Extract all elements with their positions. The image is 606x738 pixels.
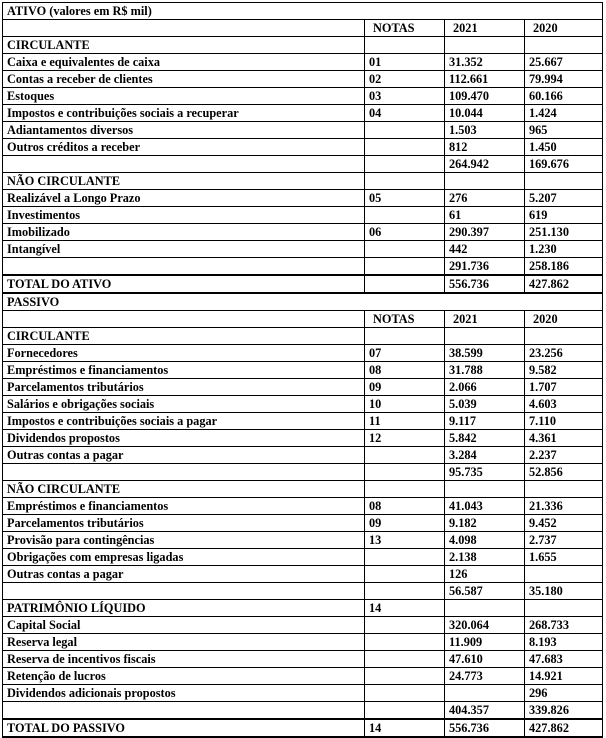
line-item-row xyxy=(3,105,603,122)
line-item-row xyxy=(3,54,603,71)
total-2021: 556.736 xyxy=(445,719,525,737)
total-ativo-row xyxy=(3,275,603,293)
year-2020-header: 2020 xyxy=(525,311,603,328)
total-label: TOTAL DO PASSIVO xyxy=(3,719,365,737)
line-item-label: Adiantamentos diversos xyxy=(3,122,365,139)
line-item-label: Fornecedores xyxy=(3,345,365,362)
value-2021: 2.066 xyxy=(445,379,525,396)
line-item-nota: 09 xyxy=(365,515,445,532)
line-item-nota: 08 xyxy=(365,498,445,515)
value-2021: 1.503 xyxy=(445,122,525,139)
blank-cell xyxy=(445,328,525,345)
value-2021: 38.599 xyxy=(445,345,525,362)
value-2020 xyxy=(525,566,603,583)
value-2020: 1.230 xyxy=(525,241,603,258)
line-item-label: Salários e obrigações sociais xyxy=(3,396,365,413)
value-2021: 9.117 xyxy=(445,413,525,430)
line-item-label: Impostos e contribuições sociais a pagar xyxy=(3,413,365,430)
notas-header: NOTAS xyxy=(365,20,445,37)
value-2020: 1.655 xyxy=(525,549,603,566)
value-2020: 25.667 xyxy=(525,54,603,71)
line-item-label: Imobilizado xyxy=(3,224,365,241)
value-2020: 21.336 xyxy=(525,498,603,515)
value-2021: 11.909 xyxy=(445,634,525,651)
value-2021: 5.039 xyxy=(445,396,525,413)
passivo-circulante-heading xyxy=(3,328,603,345)
blank-cell xyxy=(525,37,603,54)
value-2020: 1.450 xyxy=(525,139,603,156)
subtotal-2021: 56.587 xyxy=(445,583,525,600)
subtotal-row xyxy=(3,156,603,173)
value-2020: 7.110 xyxy=(525,413,603,430)
line-item-nota xyxy=(365,241,445,258)
value-2020: 8.193 xyxy=(525,634,603,651)
section-heading: NÃO CIRCULANTE xyxy=(3,481,365,498)
blank-cell xyxy=(365,258,445,276)
line-item-row xyxy=(3,224,603,241)
blank-cell xyxy=(525,173,603,190)
value-2021: 61 xyxy=(445,207,525,224)
line-item-label: Parcelamentos tributários xyxy=(3,379,365,396)
value-2021: 3.284 xyxy=(445,447,525,464)
section-nota xyxy=(365,173,445,190)
line-item-nota: 09 xyxy=(365,379,445,396)
line-item-row xyxy=(3,122,603,139)
year-2021-header: 2021 xyxy=(445,20,525,37)
blank-cell xyxy=(3,156,365,173)
line-item-row xyxy=(3,566,603,583)
header-blank xyxy=(3,311,365,328)
line-item-label: Outros créditos a receber xyxy=(3,139,365,156)
value-2021: 10.044 xyxy=(445,105,525,122)
line-item-row xyxy=(3,430,603,447)
line-item-row xyxy=(3,88,603,105)
blank-cell xyxy=(365,583,445,600)
line-item-nota xyxy=(365,685,445,702)
value-2020: 1.424 xyxy=(525,105,603,122)
line-item-row xyxy=(3,207,603,224)
value-2021: 24.773 xyxy=(445,668,525,685)
section-heading: CIRCULANTE xyxy=(3,328,365,345)
line-item-label: Capital Social xyxy=(3,617,365,634)
line-item-label: Estoques xyxy=(3,88,365,105)
value-2020: 60.166 xyxy=(525,88,603,105)
value-2020: 1.707 xyxy=(525,379,603,396)
balance-sheet-table xyxy=(2,2,603,738)
header-blank xyxy=(3,20,365,37)
total-2021: 556.736 xyxy=(445,275,525,293)
value-2021: 41.043 xyxy=(445,498,525,515)
line-item-nota xyxy=(365,668,445,685)
value-2020: 14.921 xyxy=(525,668,603,685)
blank-cell xyxy=(525,328,603,345)
line-item-label: Contas a receber de clientes xyxy=(3,71,365,88)
balance-sheet-body xyxy=(3,3,603,738)
blank-cell xyxy=(365,156,445,173)
value-2021: 31.352 xyxy=(445,54,525,71)
value-2021: 442 xyxy=(445,241,525,258)
line-item-nota: 12 xyxy=(365,430,445,447)
total-2020: 427.862 xyxy=(525,719,603,737)
line-item-label: Impostos e contribuições sociais a recuperar xyxy=(3,105,365,122)
line-item-label: Reserva legal xyxy=(3,634,365,651)
blank-cell xyxy=(365,464,445,481)
value-2020: 4.361 xyxy=(525,430,603,447)
blank-cell xyxy=(525,481,603,498)
balance-sheet xyxy=(2,2,602,738)
ativo-nao-circulante-heading xyxy=(3,173,603,190)
line-item-row xyxy=(3,190,603,207)
section-nota xyxy=(365,328,445,345)
value-2020: 2.237 xyxy=(525,447,603,464)
blank-cell xyxy=(3,702,365,720)
value-2020: 965 xyxy=(525,122,603,139)
value-2021: 320.064 xyxy=(445,617,525,634)
line-item-label: Caixa e equivalentes de caixa xyxy=(3,54,365,71)
line-item-label: Intangível xyxy=(3,241,365,258)
value-2021: 31.788 xyxy=(445,362,525,379)
total-passivo-row xyxy=(3,719,603,737)
line-item-nota: 06 xyxy=(365,224,445,241)
subtotal-2021: 291.736 xyxy=(445,258,525,276)
value-2020: 4.603 xyxy=(525,396,603,413)
line-item-label: Reserva de incentivos fiscais xyxy=(3,651,365,668)
line-item-row xyxy=(3,685,603,702)
line-item-row xyxy=(3,241,603,258)
value-2020: 23.256 xyxy=(525,345,603,362)
line-item-nota: 01 xyxy=(365,54,445,71)
line-item-label: Empréstimos e financiamentos xyxy=(3,498,365,515)
value-2021: 290.397 xyxy=(445,224,525,241)
line-item-nota xyxy=(365,617,445,634)
subtotal-2021: 95.735 xyxy=(445,464,525,481)
section-heading: NÃO CIRCULANTE xyxy=(3,173,365,190)
blank-cell xyxy=(445,173,525,190)
blank-cell xyxy=(365,702,445,720)
line-item-row xyxy=(3,362,603,379)
line-item-nota: 11 xyxy=(365,413,445,430)
value-2020: 251.130 xyxy=(525,224,603,241)
value-2021: 112.661 xyxy=(445,71,525,88)
subtotal-row xyxy=(3,258,603,276)
line-item-nota xyxy=(365,207,445,224)
subtotal-2020: 52.856 xyxy=(525,464,603,481)
value-2020: 47.683 xyxy=(525,651,603,668)
subtotal-2020: 258.186 xyxy=(525,258,603,276)
line-item-nota: 08 xyxy=(365,362,445,379)
line-item-row xyxy=(3,379,603,396)
value-2020: 2.737 xyxy=(525,532,603,549)
line-item-nota xyxy=(365,549,445,566)
section-heading: PATRIMÔNIO LÍQUIDO xyxy=(3,600,365,617)
line-item-nota: 03 xyxy=(365,88,445,105)
section-nota xyxy=(365,481,445,498)
total-2020: 427.862 xyxy=(525,275,603,293)
line-item-label: Outras contas a pagar xyxy=(3,566,365,583)
section-nota: 14 xyxy=(365,600,445,617)
value-2021: 9.182 xyxy=(445,515,525,532)
line-item-nota xyxy=(365,122,445,139)
subtotal-2021: 264.942 xyxy=(445,156,525,173)
total-nota xyxy=(365,275,445,293)
total-label: TOTAL DO ATIVO xyxy=(3,275,365,293)
line-item-label: Outras contas a pagar xyxy=(3,447,365,464)
value-2021: 126 xyxy=(445,566,525,583)
line-item-nota xyxy=(365,566,445,583)
value-2020: 9.582 xyxy=(525,362,603,379)
line-item-label: Dividendos adicionais propostos xyxy=(3,685,365,702)
value-2021 xyxy=(445,685,525,702)
blank-cell xyxy=(525,600,603,617)
patrimonio-liquido-heading xyxy=(3,600,603,617)
ativo-circulante-heading xyxy=(3,37,603,54)
passivo-title-row xyxy=(3,293,603,311)
line-item-nota: 10 xyxy=(365,396,445,413)
subtotal-2021: 404.357 xyxy=(445,702,525,720)
line-item-nota xyxy=(365,651,445,668)
ativo-title-row xyxy=(3,3,603,20)
line-item-nota: 04 xyxy=(365,105,445,122)
line-item-nota: 05 xyxy=(365,190,445,207)
line-item-row xyxy=(3,447,603,464)
passivo-nao-circulante-heading xyxy=(3,481,603,498)
line-item-label: Parcelamentos tributários xyxy=(3,515,365,532)
value-2021: 109.470 xyxy=(445,88,525,105)
value-2021: 5.842 xyxy=(445,430,525,447)
line-item-nota xyxy=(365,447,445,464)
blank-cell xyxy=(3,464,365,481)
value-2020: 268.733 xyxy=(525,617,603,634)
section-heading: CIRCULANTE xyxy=(3,37,365,54)
value-2021: 47.610 xyxy=(445,651,525,668)
line-item-nota xyxy=(365,634,445,651)
line-item-label: Retenção de lucros xyxy=(3,668,365,685)
line-item-row xyxy=(3,617,603,634)
column-header-row xyxy=(3,20,603,37)
subtotal-2020: 169.676 xyxy=(525,156,603,173)
blank-cell xyxy=(445,481,525,498)
subtotal-row xyxy=(3,702,603,720)
ativo-title: ATIVO (valores em R$ mil) xyxy=(3,3,603,20)
subtotal-row xyxy=(3,583,603,600)
blank-cell xyxy=(3,583,365,600)
subtotal-2020: 339.826 xyxy=(525,702,603,720)
line-item-label: Investimentos xyxy=(3,207,365,224)
line-item-row xyxy=(3,71,603,88)
line-item-nota: 13 xyxy=(365,532,445,549)
blank-cell xyxy=(445,600,525,617)
line-item-row xyxy=(3,498,603,515)
total-nota: 14 xyxy=(365,719,445,737)
passivo-title: PASSIVO xyxy=(3,293,603,311)
line-item-label: Dividendos propostos xyxy=(3,430,365,447)
blank-cell xyxy=(3,258,365,276)
line-item-row xyxy=(3,634,603,651)
line-item-label: Empréstimos e financiamentos xyxy=(3,362,365,379)
column-header-row xyxy=(3,311,603,328)
line-item-row xyxy=(3,345,603,362)
line-item-row xyxy=(3,413,603,430)
line-item-label: Realizável a Longo Prazo xyxy=(3,190,365,207)
line-item-nota: 02 xyxy=(365,71,445,88)
value-2020: 296 xyxy=(525,685,603,702)
line-item-row xyxy=(3,396,603,413)
value-2020: 9.452 xyxy=(525,515,603,532)
value-2020: 5.207 xyxy=(525,190,603,207)
value-2021: 812 xyxy=(445,139,525,156)
line-item-row xyxy=(3,668,603,685)
line-item-row xyxy=(3,515,603,532)
value-2021: 4.098 xyxy=(445,532,525,549)
line-item-label: Provisão para contingências xyxy=(3,532,365,549)
value-2020: 619 xyxy=(525,207,603,224)
section-nota xyxy=(365,37,445,54)
year-2020-header: 2020 xyxy=(525,20,603,37)
value-2020: 79.994 xyxy=(525,71,603,88)
line-item-row xyxy=(3,549,603,566)
line-item-label: Obrigações com empresas ligadas xyxy=(3,549,365,566)
line-item-row xyxy=(3,651,603,668)
year-2021-header: 2021 xyxy=(445,311,525,328)
notas-header: NOTAS xyxy=(365,311,445,328)
subtotal-2020: 35.180 xyxy=(525,583,603,600)
value-2021: 2.138 xyxy=(445,549,525,566)
line-item-row xyxy=(3,139,603,156)
subtotal-row xyxy=(3,464,603,481)
blank-cell xyxy=(445,37,525,54)
value-2021: 276 xyxy=(445,190,525,207)
line-item-nota xyxy=(365,139,445,156)
line-item-row xyxy=(3,532,603,549)
line-item-nota: 07 xyxy=(365,345,445,362)
